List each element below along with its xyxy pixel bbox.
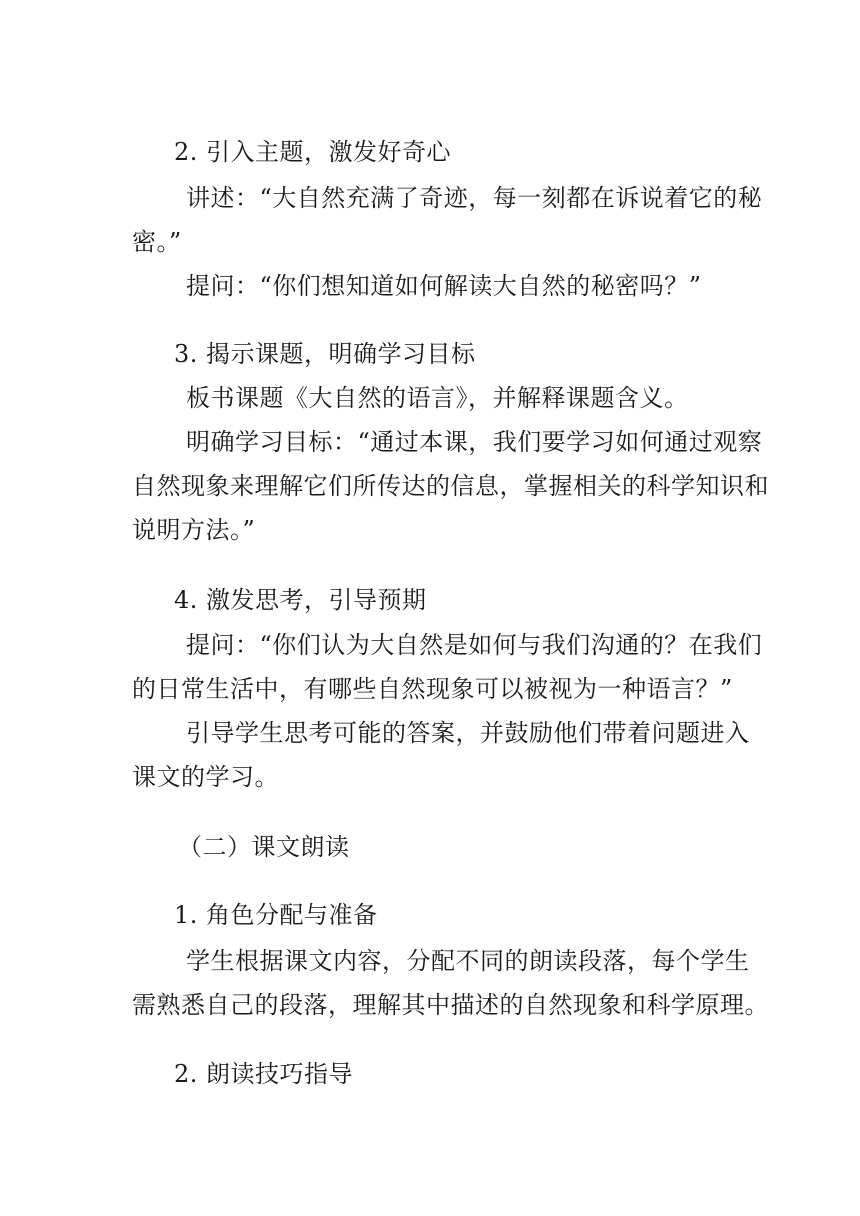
heading-inspire-thinking: 4. 激发思考，引导预期 bbox=[174, 586, 427, 614]
paragraph-line: 板书课题《大自然的语言》，并解释课题含义。 bbox=[186, 384, 689, 412]
section-heading-reading: （二）课文朗读 bbox=[178, 833, 350, 861]
paragraph-line: 自然现象来理解它们所传达的信息，掌握相关的科学知识和 bbox=[132, 472, 769, 500]
paragraph-line: 说明方法。” bbox=[132, 516, 256, 544]
heading-role-assignment: 1. 角色分配与准备 bbox=[174, 901, 378, 929]
paragraph-line: 引导学生思考可能的答案，并鼓励他们带着问题进入 bbox=[186, 719, 750, 747]
paragraph-line: 讲述：“大自然充满了奇迹，每一刻都在诉说着它的秘 bbox=[186, 184, 763, 212]
paragraph-line: 课文的学习。 bbox=[132, 763, 279, 791]
paragraph-line: 提问：“你们想知道如何解读大自然的秘密吗？” bbox=[186, 272, 702, 300]
heading-reading-skills: 2. 朗读技巧指导 bbox=[174, 1060, 354, 1088]
paragraph-line: 需熟悉自己的段落，理解其中描述的自然现象和科学原理。 bbox=[132, 991, 769, 1019]
heading-intro-topic: 2. 引入主题，激发好奇心 bbox=[174, 138, 452, 166]
paragraph-line: 提问：“你们认为大自然是如何与我们沟通的？在我们 bbox=[186, 631, 763, 659]
paragraph-line: 学生根据课文内容，分配不同的朗读段落，每个学生 bbox=[186, 947, 750, 975]
heading-reveal-title: 3. 揭示课题，明确学习目标 bbox=[174, 340, 476, 368]
paragraph-line: 明确学习目标：“通过本课，我们要学习如何通过观察 bbox=[186, 428, 763, 456]
paragraph-line: 密。” bbox=[132, 228, 182, 256]
paragraph-line: 的日常生活中，有哪些自然现象可以被视为一种语言？” bbox=[132, 675, 733, 703]
